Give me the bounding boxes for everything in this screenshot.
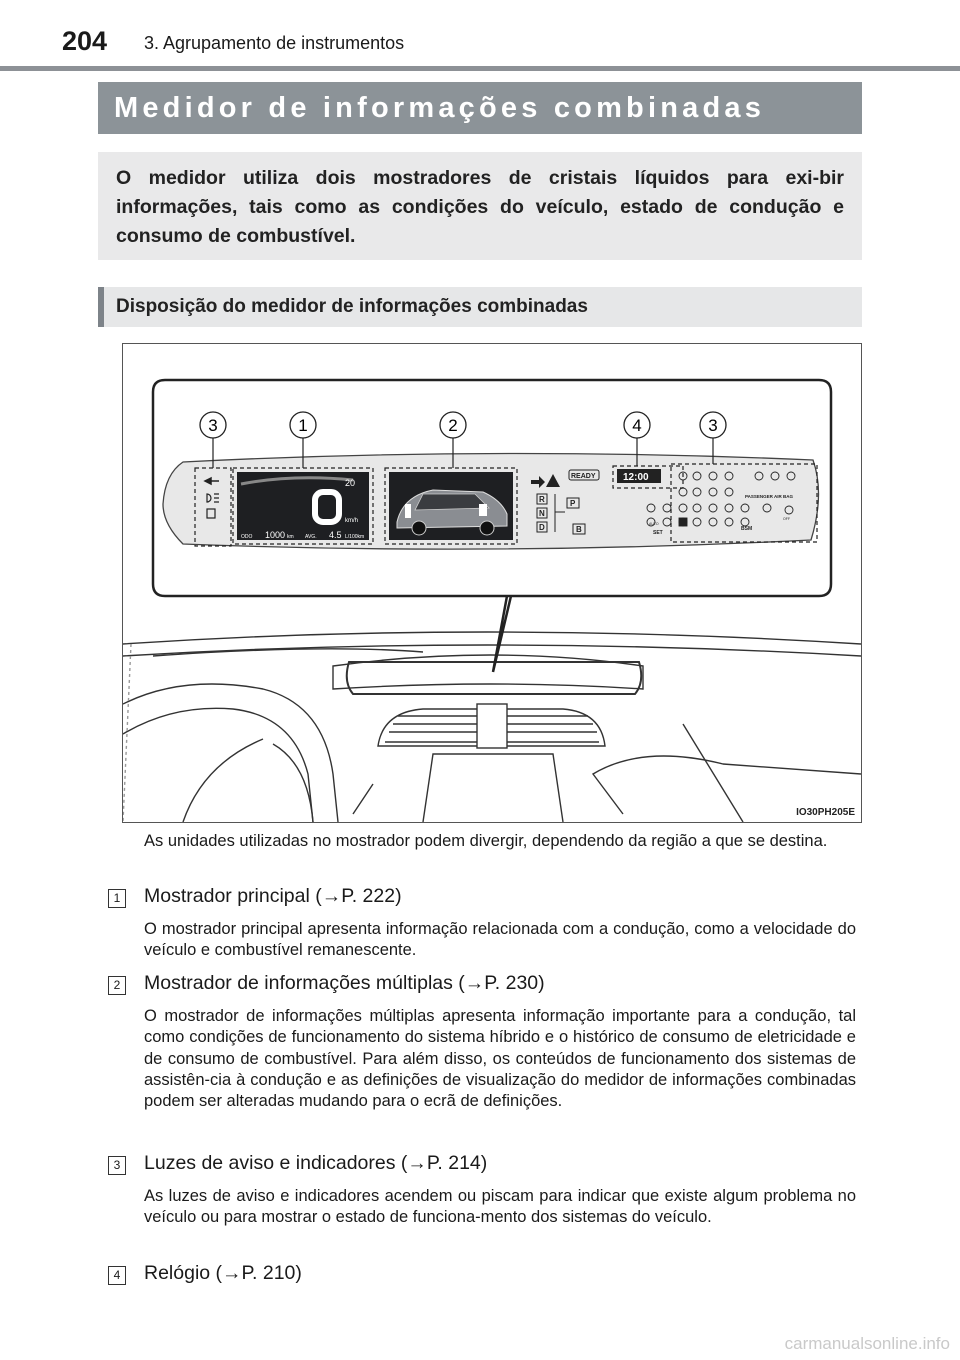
auto-label: AUTO [649,522,659,526]
speed-unit: km/h [345,518,359,524]
item-number: 4 [108,1266,126,1285]
dashboard-illustration [123,632,861,822]
item-title: Mostrador de informações múltiplas (→P. 230) [144,972,545,994]
list-item [108,885,856,965]
section-title: Medidor de informações combinadas [98,82,862,134]
item-title: Luzes de aviso e indicadores (→P. 214) [144,1152,488,1174]
item-title: Mostrador principal (→P. 222) [144,885,402,907]
avg-unit: L/100km [345,534,365,540]
figure-code: IO30PH205E [796,807,855,818]
instrument-cluster-figure [122,343,862,823]
callout-number: 3 [708,416,718,435]
units-note: As unidades utilizadas no mostrador podem divergir, dependendo da região a que se destina. [144,832,828,850]
svg-text:D: D [539,523,545,532]
watermark: carmanualsonline.info [784,1334,950,1353]
running-header: 3. Agrupamento de instrumentos [144,33,405,53]
item-number: 3 [108,1156,126,1175]
callout-number: 3 [208,416,218,435]
avg-value: 4.5 [329,530,342,540]
ready-indicator: READY [571,473,596,480]
callout-number: 1 [298,416,308,435]
passenger-airbag-label: PASSENGER AIR BAG [745,494,794,499]
main-display [237,472,369,540]
item-description: O mostrador de informações múltiplas apresenta informação importante para a condução, tal como condições de funcionamento do sistema híbrido e o histórico de consumo de eletricidade e de consumo de combustível. Para além disso, os conteúdos de funcionamento dos sistemas de assistên-cia à condução e as definições de visualização do medidor de informações combinadas podem ser alteradas mudando para o ecrã de definições. [144,1007,856,1111]
list-item [108,972,856,1152]
multi-info-display [389,472,513,540]
odo-value: 1000 [265,530,286,540]
svg-text:P: P [570,499,576,508]
bsm-label: BSM [741,526,753,532]
header-rule [0,66,960,71]
callout-number: 4 [632,416,642,435]
item-description: As luzes de aviso e indicadores acendem ou piscam para indicar que existe algum problema no veículo ou para mostrar o estado de funciona-mento dos sistemas do veículo. [144,1187,856,1227]
list-item [108,1152,856,1252]
svg-text:N: N [539,509,545,518]
outside-temp: 20 [345,478,356,488]
item-title: Relógio (→P. 210) [144,1262,302,1284]
odo-unit: km [287,534,294,540]
subsection-title: Disposição do medidor de informações combinadas [98,287,862,327]
svg-text:B: B [576,525,582,534]
odo-label: ODO [241,534,253,540]
intro-paragraph: O medidor utiliza dois mostradores de cristais líquidos para exi-bir informações, tais como as condições do veículo, estado de condução e consumo de combustível. [98,152,862,260]
svg-text:R: R [539,495,545,504]
item-number: 2 [108,976,126,995]
callout-number: 2 [448,416,458,435]
off-label: OFF [783,517,790,521]
avg-label: AVG. [305,534,317,540]
set-label: SET [653,530,663,536]
item-number: 1 [108,889,126,908]
clock-display: 12:00 [623,472,649,483]
page-number: 204 [62,26,108,56]
item-description: O mostrador principal apresenta informação relacionada com a condução, como a velocidade do veículo e combustível remanescente. [144,920,856,960]
list-item [108,1262,856,1292]
